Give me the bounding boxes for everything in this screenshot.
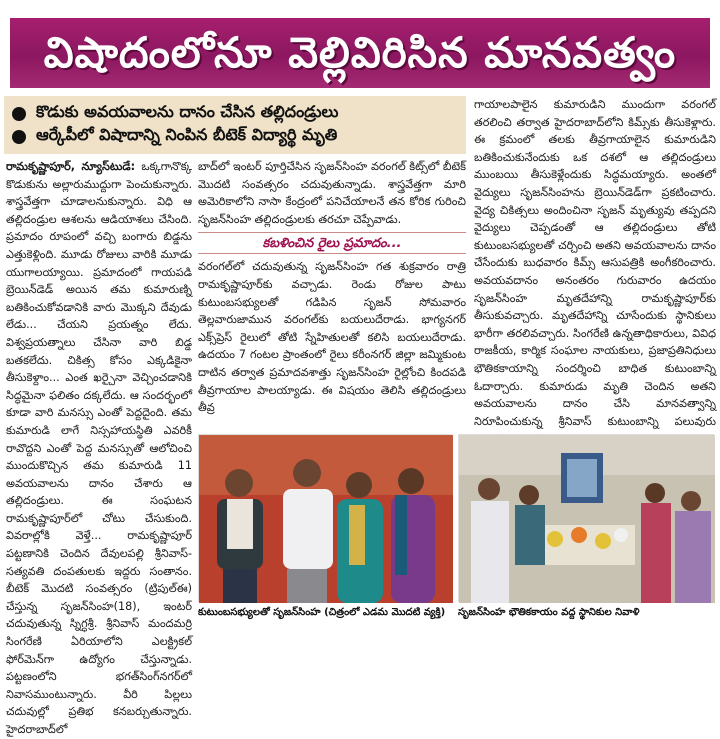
article-paragraph: వరంగల్‌లో చదువుతున్న సృజన్‌సింహ గత శుక్రవారం రాత్రి రామకృష్ణాపూర్‌కు వచ్చాడు. రెండు రోజుల పాటు కుటుంబసభ్యులతో గడిపిన సృజన్ సోమవారం తెల్లవారుజామున వరంగల్‌కు బయలుదేరాడు. భాగ్యనగర్ ఎక్స్‌ప్రెస్ రైలులో తోటి స్నేహితులతో కలిసి బయలుదేరాడు. ఉదయం 7 గంటల ప్రాంతంలో రైలు కరీంనగర్ జిల్లా జమ్మికుంట దాటిన తర్వాత ప్రమాదవశాత్తు సృజన్‌సింహ రైల్లోంచి కిందపడి తీవ్రగాయాల పాలయ్యాడు. ఈ విషయం తెలిసి తల్లిదండ్రులు తీవ్ర <box>198 260 466 415</box>
section-subhead-bar <box>198 232 466 254</box>
subheadline: కొడుకు అవయవాలను దానం చేసిన తల్లిదండ్రులు <box>36 102 339 121</box>
article-paragraph: గాయాలపాలైన కుమారుడిని ముందుగా వరంగల్ తరలించి తర్వాత హైదరాబాద్‌లోని కిమ్స్‌కు తీసుకెళ్లారు. ఈ క్రమంలో తలకు తీవ్రగాయాలైన కుమారుడిని బతికించుకునేందుకు ఒక దశలో ఆ తల్లిదండ్రులు ముంబయి తీసుకెళ్లేందుకు సిద్ధమయ్యారు. అంతలో వైద్యులు సృజన్‌సింహను బ్రెయిన్‌డెడ్‌గా ప్రకటించారు. వైద్య చికిత్సలు అందించినా సృజన్ మృత్యువు తప్పదని వైద్యులు చెప్పడంతో ఆ తల్లిదండ్రులు తోటి కుటుంబసభ్యులతో చర్చించి అతని అవయవాలను దానం చేసేందుకు బుధవారం కిమ్స్ ఆసుపత్రికి అంగీకరించారు. అవయవదానం అనంతరం గురువారం ఉదయం సృజన్‌సింహ మృతదేహాన్ని రామకృష్ణాపూర్‌కు తీసుకువచ్చారు. మృతదేహాన్ని చూసేందుకు స్థానికులు భారీగా తరలివచ్చారు. సింగరేణి ఉన్నతాధికారులు, వివిధ రాజకీయ, కార్మిక సంఘాల నాయకులు, ప్రజాప్రతినిధులు భౌతికకాయాన్ని సందర్శించి బాధిత కుటుంబాన్ని ఓదార్చారు. కుమారుడు మృతి చెందిన అతని అవయవాలను దానం చేసి మానవత్వాన్ని నిరూపించుకున్న శ్రీనివాస్ కుటుంబాన్ని పలువురు <box>474 98 716 428</box>
article-column-3 <box>474 96 716 436</box>
article-paragraph <box>6 158 192 739</box>
article-text: ఒక్కగానొక్క కొడుకును అల్లారుముద్దుగా పెంచుకున్నారు. శాస్త్రవేత్తగా చూడాలనుకున్నారు. విధి ఆ తల్లిదండ్రుల ఆశలను ఆడియాశలు చేసింది. ప్రమాదం రూపంలో వచ్చి బంగారు బిడ్డను ఎత్తుకెళ్లింది. మూడు రోజులు వారికి మూడు యుగాలయ్యాయి. ప్రమాదంలో గాయపడి బ్రెయిన్‌డెడ్ అయిన తమ కుమారుణ్ని బతికించుకోవడానికి వారు మొక్కని దేవుడు లేడు... చేయని ప్రయత్నం లేదు. విశ్వప్రయత్నాలు చేసినా వారి బిడ్డ బతకలేదు. చికిత్స కోసం ఎక్కడికైనా తీసుకెళ్దాం... ఎంత ఖర్చైనా వెచ్చించడానికి సిద్ధమైనా ఫలితం దక్కలేదు. ఆ సందర్భంలో కూడా వారి మనస్సు ఎంతో పెద్దదైంది. తమ కుమారుడి లాగే నిస్సహాయస్థితి ఎవరికీ రావొద్దని ఎంతో పెద్ద మనస్సుతో ఆలోచించి ముందుకొచ్చిన తమ కుమారుడి 11 అవయవాలను దానం చేశారు ఆ తల్లిదండ్రులు. ఈ సంఘటన రామకృష్ణాపూర్‌లో చోటు చేసుకుంది. వివరాల్లోకి వెళ్తే... రామకృష్ణాపూర్ పట్టణానికి చెందిన దేవులపల్లి శ్రీనివాస్-సత్యవతి దంపతులకు ఇద్దరు సంతానం. బీటెక్ మొదటి సంవత్సరం (ట్రిపుల్‌ఈ) చేస్తున్న సృజన్‌సింహ(18), ఇంటర్ చదువుతున్న స్నిగ్ధశ్రీ. శ్రీనివాస్ మందమర్రి సింగరేణి ఏరియాలోని ఎలక్ట్రికల్ ఫోర్‌మెన్‌గా ఉద్యోగం చేస్తున్నాడు. పట్టణంలోని భగత్‌సింగ్‌నగర్‌లో నివాసముంటున్నారు. వీరి పిల్లలు చదువుల్లో ప్రతిభ కనబర్చుతున్నారు. హైదరాబాద్‌లో <box>6 160 193 736</box>
photo-caption-family: కుటుంబసభ్యులతో సృజన్‌సింహ (చిత్రంలో ఎడమ మొదటి వ్యక్తి) <box>198 607 446 618</box>
dateline: రామకృష్ణాపూర్, న్యూస్‌టుడే: <box>6 160 136 173</box>
subheadline-box <box>4 96 466 154</box>
family-photo-image <box>199 435 453 603</box>
headline: విషాదంలోనూ వెల్లివిరిసిన మానవత్వం <box>43 28 677 77</box>
subheadline-row <box>12 102 458 125</box>
family-photo <box>198 434 452 602</box>
subheadline-row <box>12 125 458 148</box>
article-paragraph: బాద్‌లో ఇంటర్ పూర్తిచేసిన సృజన్‌సింహ వరంగల్ కిట్స్‌లో బీటెక్ మొదటి సంవత్సరం చదువుతున్నాడు. శాస్త్రవేత్తగా మారి అమెరికాలోని నాసా కేంద్రంలో పనిచేయాలనే తన కోరిక గురించి సృజన్‌సింహ తల్లిదండ్రులకు తరచూ చెప్పేవాడు. <box>198 160 466 226</box>
subheadline: ఆర్కేపీలో విషాదాన్ని నింపిన బీటెక్ విద్యార్థి మృతి <box>36 125 338 144</box>
headline-banner <box>10 18 710 88</box>
bullet-icon <box>12 130 26 144</box>
tribute-photo-image <box>459 435 715 603</box>
headline-band <box>0 0 720 94</box>
tribute-photo <box>458 434 714 602</box>
bullet-icon <box>12 107 26 121</box>
article-column-2 <box>198 158 466 430</box>
section-subhead: కబళించిన రైలు ప్రమాదం... <box>262 235 402 251</box>
article-column-1 <box>6 158 193 736</box>
photo-caption-tribute: సృజన్‌సింహ భౌతికకాయం వద్ద స్థానికుల నివాళి <box>458 607 640 618</box>
